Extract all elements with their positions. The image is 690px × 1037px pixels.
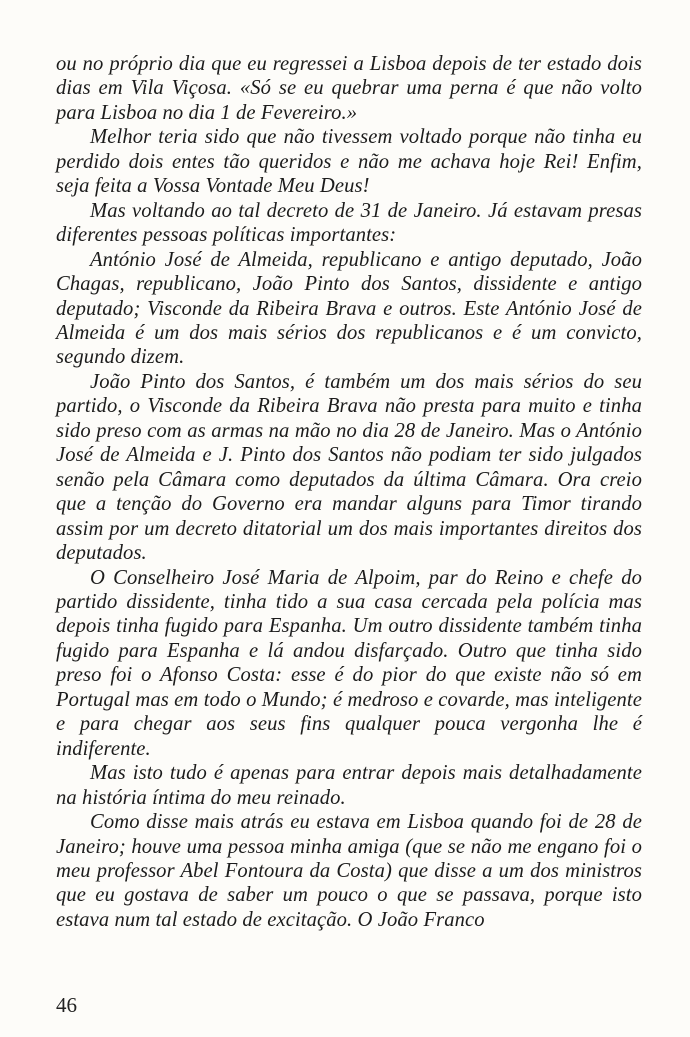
paragraph-7: Mas isto tudo é apenas para entrar depois mais detalhadamente na história íntima do meu reinado. — [56, 762, 642, 809]
paragraph-1: ou no próprio dia que eu regressei a Lisboa depois de ter estado dois dias em Vila Viçosa. «Só se eu quebrar uma perna é que não volto para Lisboa no dia 1 de Fevereiro.» — [56, 53, 642, 124]
paragraph-8: Como disse mais atrás eu estava em Lisboa quando foi de 28 de Janeiro; houve uma pessoa minha amiga (que se não me engano foi o meu professor Abel Fontoura da Costa) que disse a um dos ministros que eu gostava de saber um pouco o que se passava, porque isto estava num tal estado de excitação. O João Franco — [56, 811, 642, 931]
paragraph-5: João Pinto dos Santos, é também um dos mais sérios do seu partido, o Visconde da Ribeira Brava não presta para muito e tinha sido preso com as armas na mão no dia 28 de Janeiro. Mas o António José de Almeida e J. Pinto dos Santos não podiam ter sido julgados senão pela Câmara como deputados da última Câmara. Ora creio que a tenção do Governo era mandar alguns para Timor tirando assim por um decreto ditatorial um dos mais importantes direitos dos deputados. — [56, 370, 642, 565]
paragraph-3: Mas voltando ao tal decreto de 31 de Janeiro. Já estavam presas diferentes pessoas políticas importantes: — [56, 199, 642, 247]
page-number: 46 — [56, 993, 77, 1017]
paragraph-6: O Conselheiro José Maria de Alpoim, par do Reino e chefe do partido dissidente, tinha tido a sua casa cercada pela polícia mas depois tinha fugido para Espanha. Um outro dissidente também tinha fugido para Espanha e lá andou disfarçado. Outro que tinha sido preso foi o Afonso Costa: esse é do pior do que existe não só em Portugal mas em todo o Mundo; é medroso e covarde, mas inteligente e para chegar aos seus fins qualquer pouca vergonha lhe é indiferente. — [56, 566, 642, 760]
paragraph-2: Melhor teria sido que não tivessem voltado porque não tinha eu perdido dois entes tão queridos e não me achava hoje Rei! Enfim, seja feita a Vossa Vontade Meu Deus! — [56, 126, 642, 198]
paragraph-4: António José de Almeida, republicano e antigo deputado, João Chagas, republicano, João Pinto dos Santos, dissidente e antigo deputado; Visconde da Ribeira Brava e outros. Este António José de Almeida é um dos mais sérios dos republicanos e é um convicto, segundo dizem. — [56, 248, 642, 369]
body-text — [56, 52, 642, 932]
